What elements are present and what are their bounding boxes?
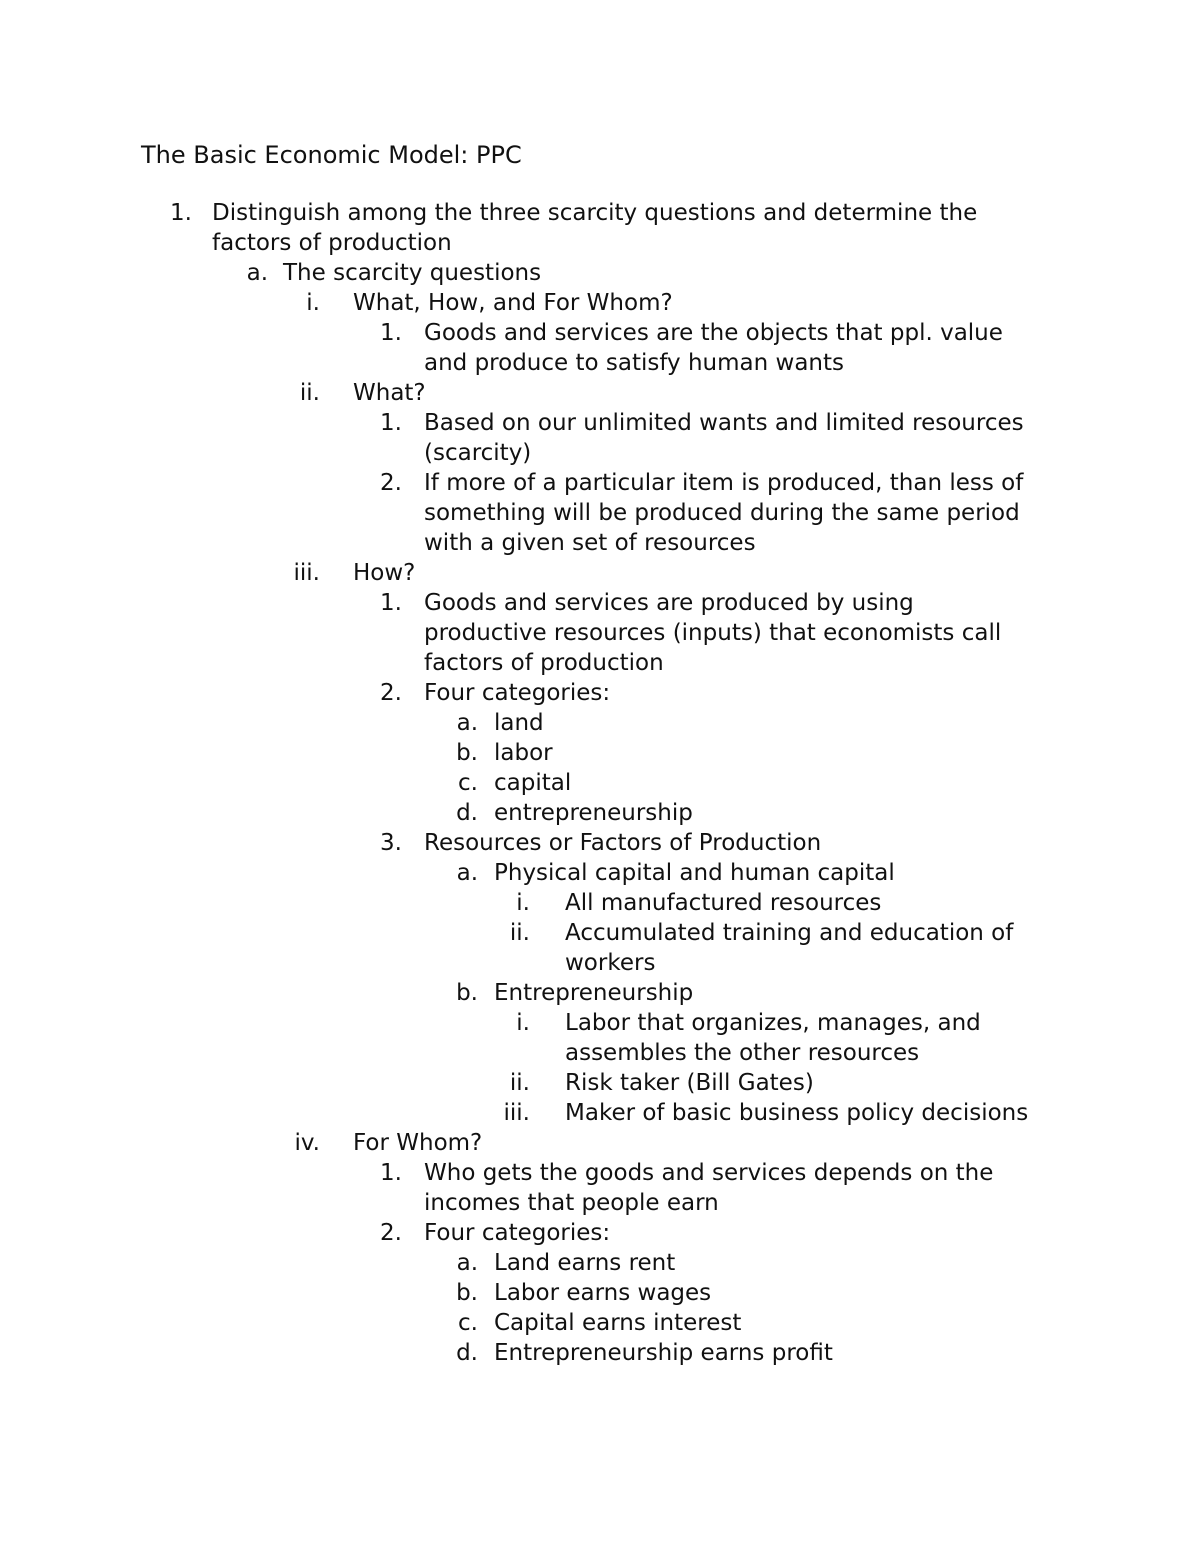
list-item-text: Labor earns wages	[494, 1280, 712, 1306]
list-item-text: Goods and services are the objects that ppl. value	[424, 320, 1003, 346]
list-marker: a.	[246, 260, 268, 286]
list-item-text: The scarcity questions	[283, 260, 542, 286]
list-item-text: Four categories:	[424, 680, 611, 706]
list-item-text: For Whom?	[353, 1130, 483, 1156]
list-item-text: something will be produced during the same period	[424, 500, 1020, 526]
list-marker: iv.	[294, 1130, 320, 1156]
list-item-text: How?	[353, 560, 416, 586]
list-item-text: factors of production	[212, 230, 452, 256]
list-item-text: Maker of basic business policy decisions	[565, 1100, 1029, 1126]
list-item-text: Distinguish among the three scarcity questions and determine the	[212, 200, 978, 226]
list-marker: 2.	[380, 470, 402, 496]
list-item-text: What?	[353, 380, 426, 406]
list-item-text: capital	[494, 770, 572, 796]
list-item-text: Accumulated training and education of	[565, 920, 1014, 946]
list-marker: i.	[516, 1010, 530, 1036]
list-marker: b.	[456, 1280, 478, 1306]
list-item-text: Land earns rent	[494, 1250, 676, 1276]
list-marker: ii.	[509, 1070, 530, 1096]
list-item-text: All manufactured resources	[565, 890, 882, 916]
list-item-text: Who gets the goods and services depends on the	[424, 1160, 994, 1186]
list-marker: 3.	[380, 830, 402, 856]
list-marker: c.	[458, 1310, 478, 1336]
list-item-text: assembles the other resources	[565, 1040, 920, 1066]
list-item-text: Risk taker (Bill Gates)	[565, 1070, 814, 1096]
list-marker: i.	[516, 890, 530, 916]
list-marker: 1.	[380, 320, 402, 346]
list-item-text: Physical capital and human capital	[494, 860, 895, 886]
list-item-text: land	[494, 710, 544, 736]
list-item-text: Entrepreneurship earns profit	[494, 1340, 833, 1366]
list-item-text: Based on our unlimited wants and limited resources	[424, 410, 1024, 436]
list-marker: iii.	[293, 560, 320, 586]
list-marker: c.	[458, 770, 478, 796]
list-item-text: (scarcity)	[424, 440, 532, 466]
list-item-text: Resources or Factors of Production	[424, 830, 822, 856]
list-item-text: Four categories:	[424, 1220, 611, 1246]
list-marker: b.	[456, 740, 478, 766]
list-item-text: factors of production	[424, 650, 664, 676]
list-marker: ii.	[299, 380, 320, 406]
list-marker: d.	[456, 800, 478, 826]
list-marker: a.	[456, 860, 478, 886]
list-item-text: incomes that people earn	[424, 1190, 719, 1216]
list-item-text: with a given set of resources	[424, 530, 756, 556]
list-marker: 1.	[380, 590, 402, 616]
list-item-text: labor	[494, 740, 553, 766]
list-item-text: What, How, and For Whom?	[353, 290, 673, 316]
list-marker: 2.	[380, 680, 402, 706]
list-marker: a.	[456, 710, 478, 736]
list-item-text: Entrepreneurship	[494, 980, 694, 1006]
list-marker: 1.	[380, 410, 402, 436]
page-title: The Basic Economic Model: PPC	[141, 141, 522, 169]
list-marker: 1.	[170, 200, 192, 226]
list-marker: a.	[456, 1250, 478, 1276]
list-marker: 2.	[380, 1220, 402, 1246]
list-item-text: Labor that organizes, manages, and	[565, 1010, 981, 1036]
list-item-text: Goods and services are produced by using	[424, 590, 914, 616]
list-item-text: and produce to satisfy human wants	[424, 350, 844, 376]
list-item-text: entrepreneurship	[494, 800, 693, 826]
list-item-text: workers	[565, 950, 656, 976]
list-marker: 1.	[380, 1160, 402, 1186]
list-marker: b.	[456, 980, 478, 1006]
list-item-text: If more of a particular item is produced, than less of	[424, 470, 1024, 496]
list-marker: ii.	[509, 920, 530, 946]
list-marker: d.	[456, 1340, 478, 1366]
list-marker: iii.	[503, 1100, 530, 1126]
list-marker: i.	[306, 290, 320, 316]
list-item-text: productive resources (inputs) that economists call	[424, 620, 1002, 646]
list-item-text: Capital earns interest	[494, 1310, 742, 1336]
